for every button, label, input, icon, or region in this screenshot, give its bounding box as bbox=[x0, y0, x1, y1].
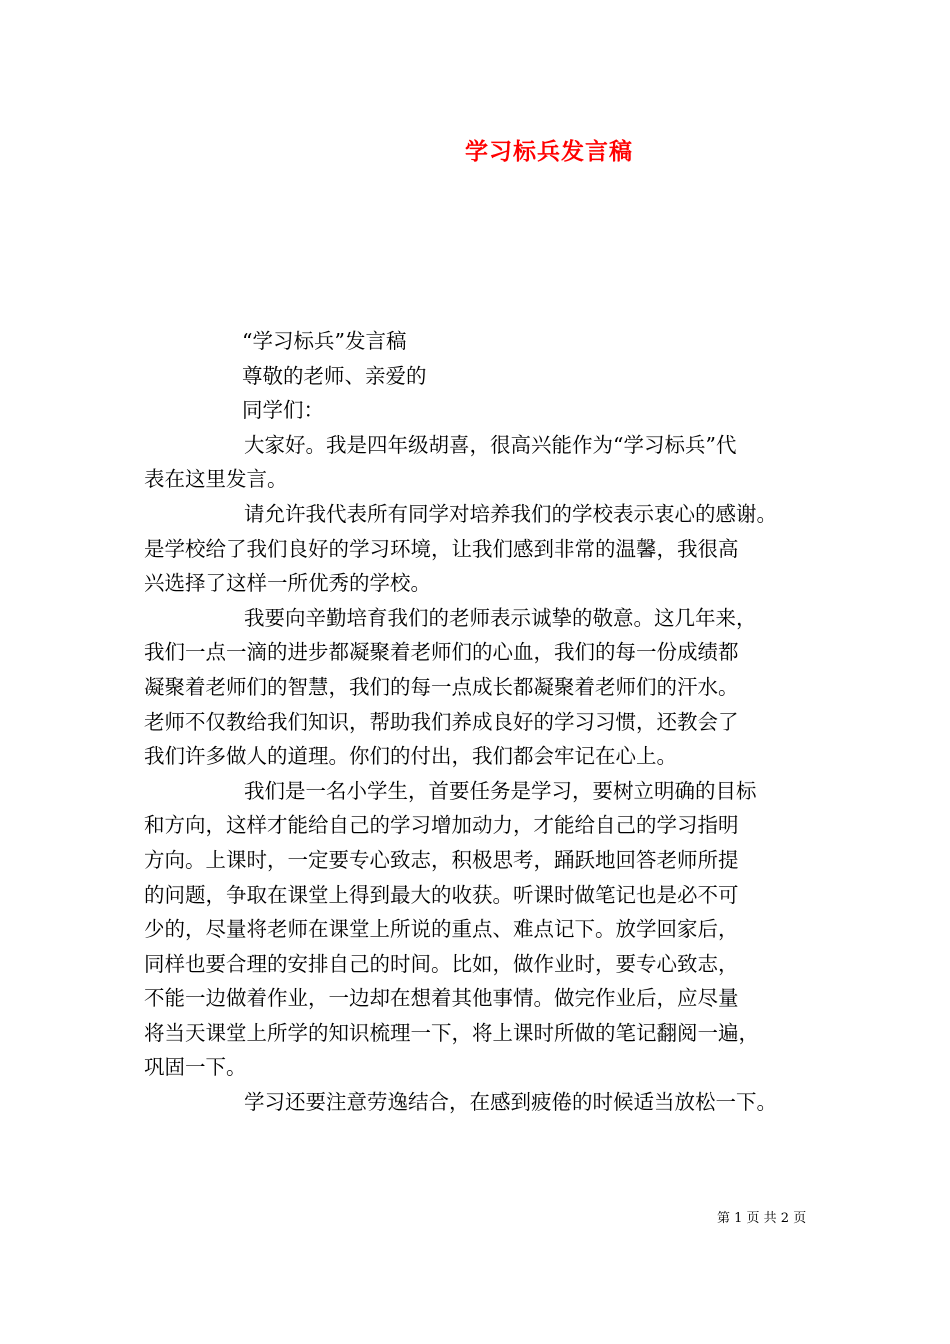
body-line: 我们是一名小学生，首要任务是学习，要树立明确的目标 bbox=[244, 778, 757, 803]
body-line: 的问题，争取在课堂上得到最大的收获。听课时做笔记也是必不可 bbox=[144, 882, 739, 907]
body-line: 巩固一下。 bbox=[144, 1055, 247, 1080]
body-line: 我要向辛勤培育我们的老师表示诚挚的敬意。这几年来， bbox=[244, 605, 757, 630]
document-title: 学习标兵发言稿 bbox=[465, 138, 633, 165]
body-line: 是学校给了我们良好的学习环境，让我们感到非常的温馨，我很高 bbox=[144, 536, 739, 561]
body-line: 和方向，这样才能给自己的学习增加动力，才能给自己的学习指明 bbox=[144, 813, 739, 838]
body-line: 老师不仅教给我们知识，帮助我们养成良好的学习习惯，还教会了 bbox=[144, 709, 739, 734]
body-line: “学习标兵”发言稿 bbox=[242, 329, 407, 353]
body-line: 凝聚着老师们的智慧，我们的每一点成长都凝聚着老师们的汗水。 bbox=[144, 674, 739, 699]
page-number: 第 1 页 共 2 页 bbox=[717, 1211, 807, 1226]
body-line: 请允许我代表所有同学对培养我们的学校表示衷心的感谢。 bbox=[244, 501, 777, 526]
body-line: 将当天课堂上所学的知识梳理一下，将上课时所做的笔记翻阅一遍， bbox=[144, 1020, 759, 1045]
body-line: 我们许多做人的道理。你们的付出，我们都会牢记在心上。 bbox=[144, 744, 677, 769]
body-line: 不能一边做着作业，一边却在想着其他事情。做完作业后，应尽量 bbox=[144, 986, 739, 1011]
document-body bbox=[144, 324, 809, 1120]
body-line: 方向。上课时，一定要专心致志，积极思考，踊跃地回答老师所提 bbox=[144, 847, 739, 872]
body-line: 大家好。我是四年级胡喜，很高兴能作为“学习标兵”代 bbox=[244, 432, 737, 457]
body-line: 学习还要注意劳逸结合，在感到疲倦的时候适当放松一下。 bbox=[244, 1090, 777, 1115]
body-line: 同样也要合理的安排自己的时间。比如，做作业时，要专心致志， bbox=[144, 951, 739, 976]
body-line: 表在这里发言。 bbox=[144, 467, 288, 492]
body-line: 尊敬的老师、亲爱的 bbox=[242, 363, 427, 388]
body-line: 我们一点一滴的进步都凝聚着老师们的心血，我们的每一份成绩都 bbox=[144, 640, 739, 665]
body-line: 兴选择了这样一所优秀的学校。 bbox=[144, 571, 431, 596]
body-line: 少的，尽量将老师在课堂上所说的重点、难点记下。放学回家后， bbox=[144, 917, 739, 942]
body-line: 同学们： bbox=[242, 398, 324, 423]
